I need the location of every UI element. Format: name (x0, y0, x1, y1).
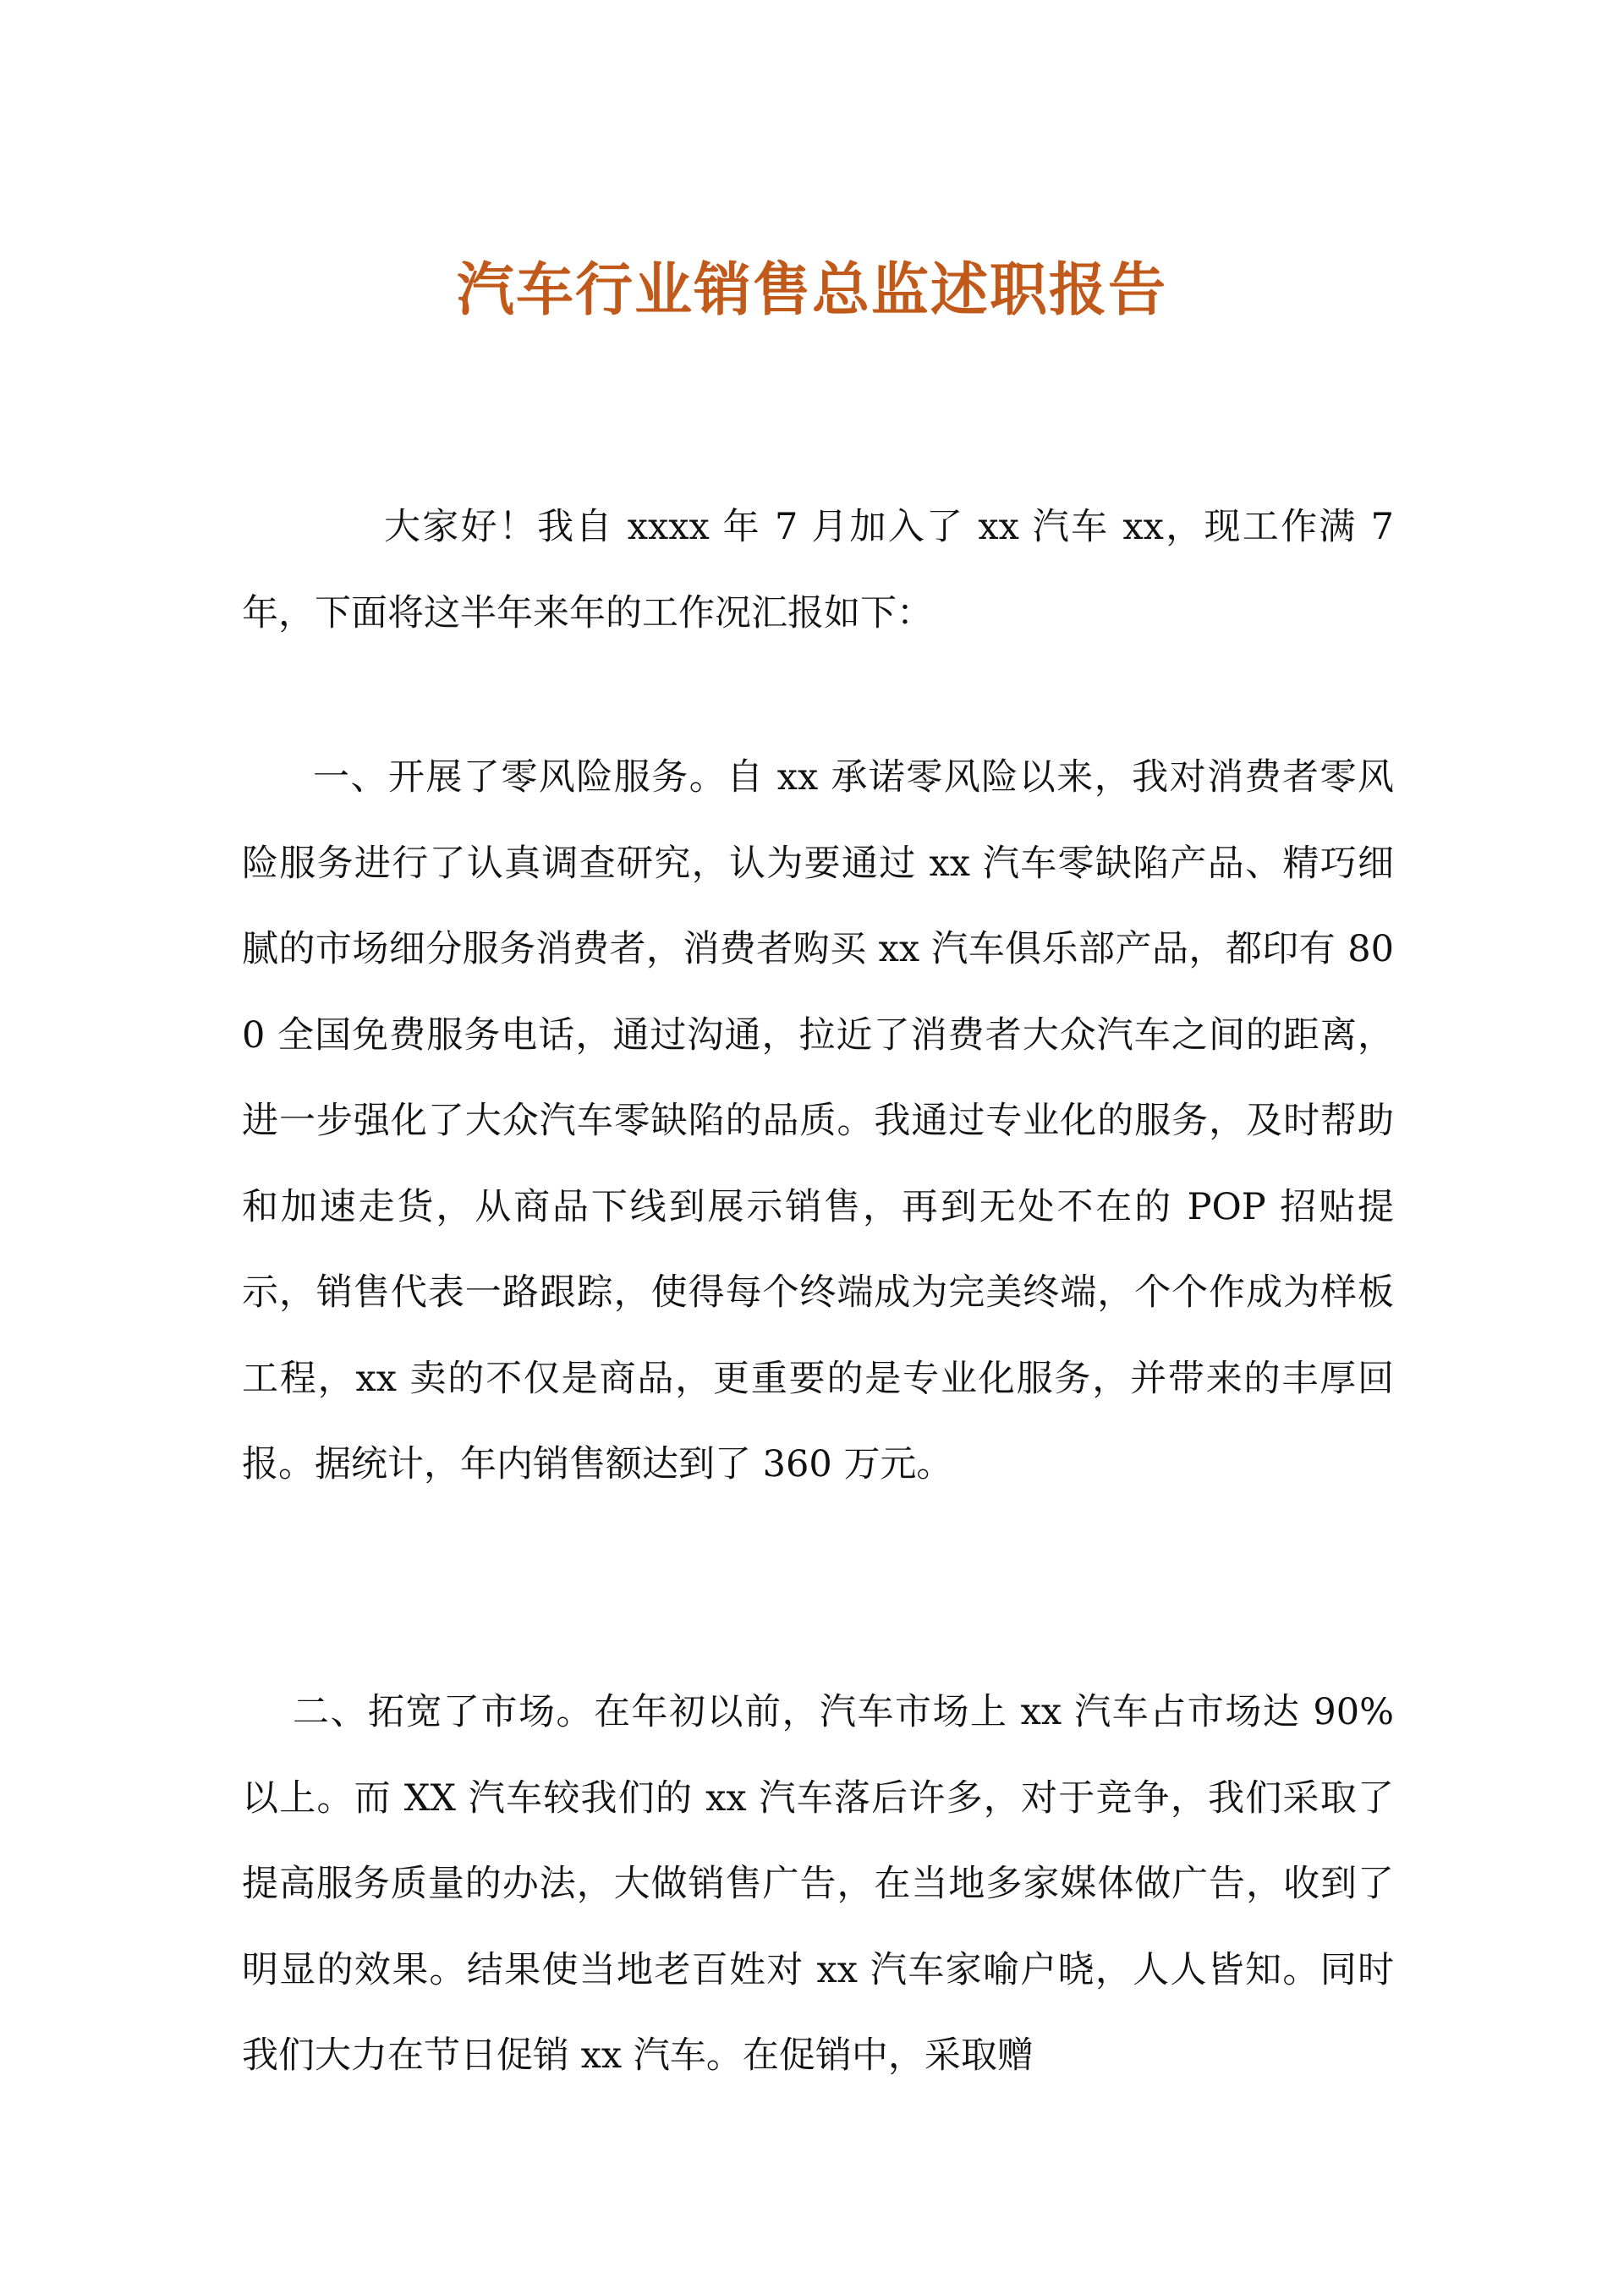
document-title: 汽车行业销售总监述职报告 (456, 256, 1167, 324)
paragraph-intro: 大家好！我自 xxxx 年 7 月加入了 xx 汽车 xx，现工作满 7 年，下面将这半年来年的工作况汇报如下： (242, 506, 1394, 634)
paragraph-section-2: 二、拓宽了市场。在年初以前，汽车市场上 xx 汽车占市场达 90%以上。而 XX 汽车较我们的 xx 汽车落后许多，对于竞争，我们采取了提高服务质量的办法，大做销售广告，在当地多家媒体做广告，收到了明显的效果。结果使当地老百姓对 xx 汽车家喻户晓，人人皆知。同时我们大力在节日促销 xx 汽车。在促销中，采取赠 (242, 1691, 1394, 2077)
paragraph-section-1: 一、开展了零风险服务。自 xx 承诺零风险以来，我对消费者零风险服务进行了认真调查研究，认为要通过 xx 汽车零缺陷产品、精巧细腻的市场细分服务消费者，消费者购买 xx 汽车俱乐部产品，都印有 800 全国免费服务电话，通过沟通，拉近了消费者大众汽车之间的距离，进一步强化了大众汽车零缺陷的品质。我通过专业化的服务，及时帮助和加速走货，从商品下线到展示销售，再到无处不在的 POP 招贴提示，销售代表一路跟踪，使得每个终端成为完美终端，个个作成为样板工程，xx 卖的不仅是商品，更重要的是专业化服务，并带来的丰厚回报。据统计，年内销售额达到了 360 万元。 (242, 756, 1394, 1485)
